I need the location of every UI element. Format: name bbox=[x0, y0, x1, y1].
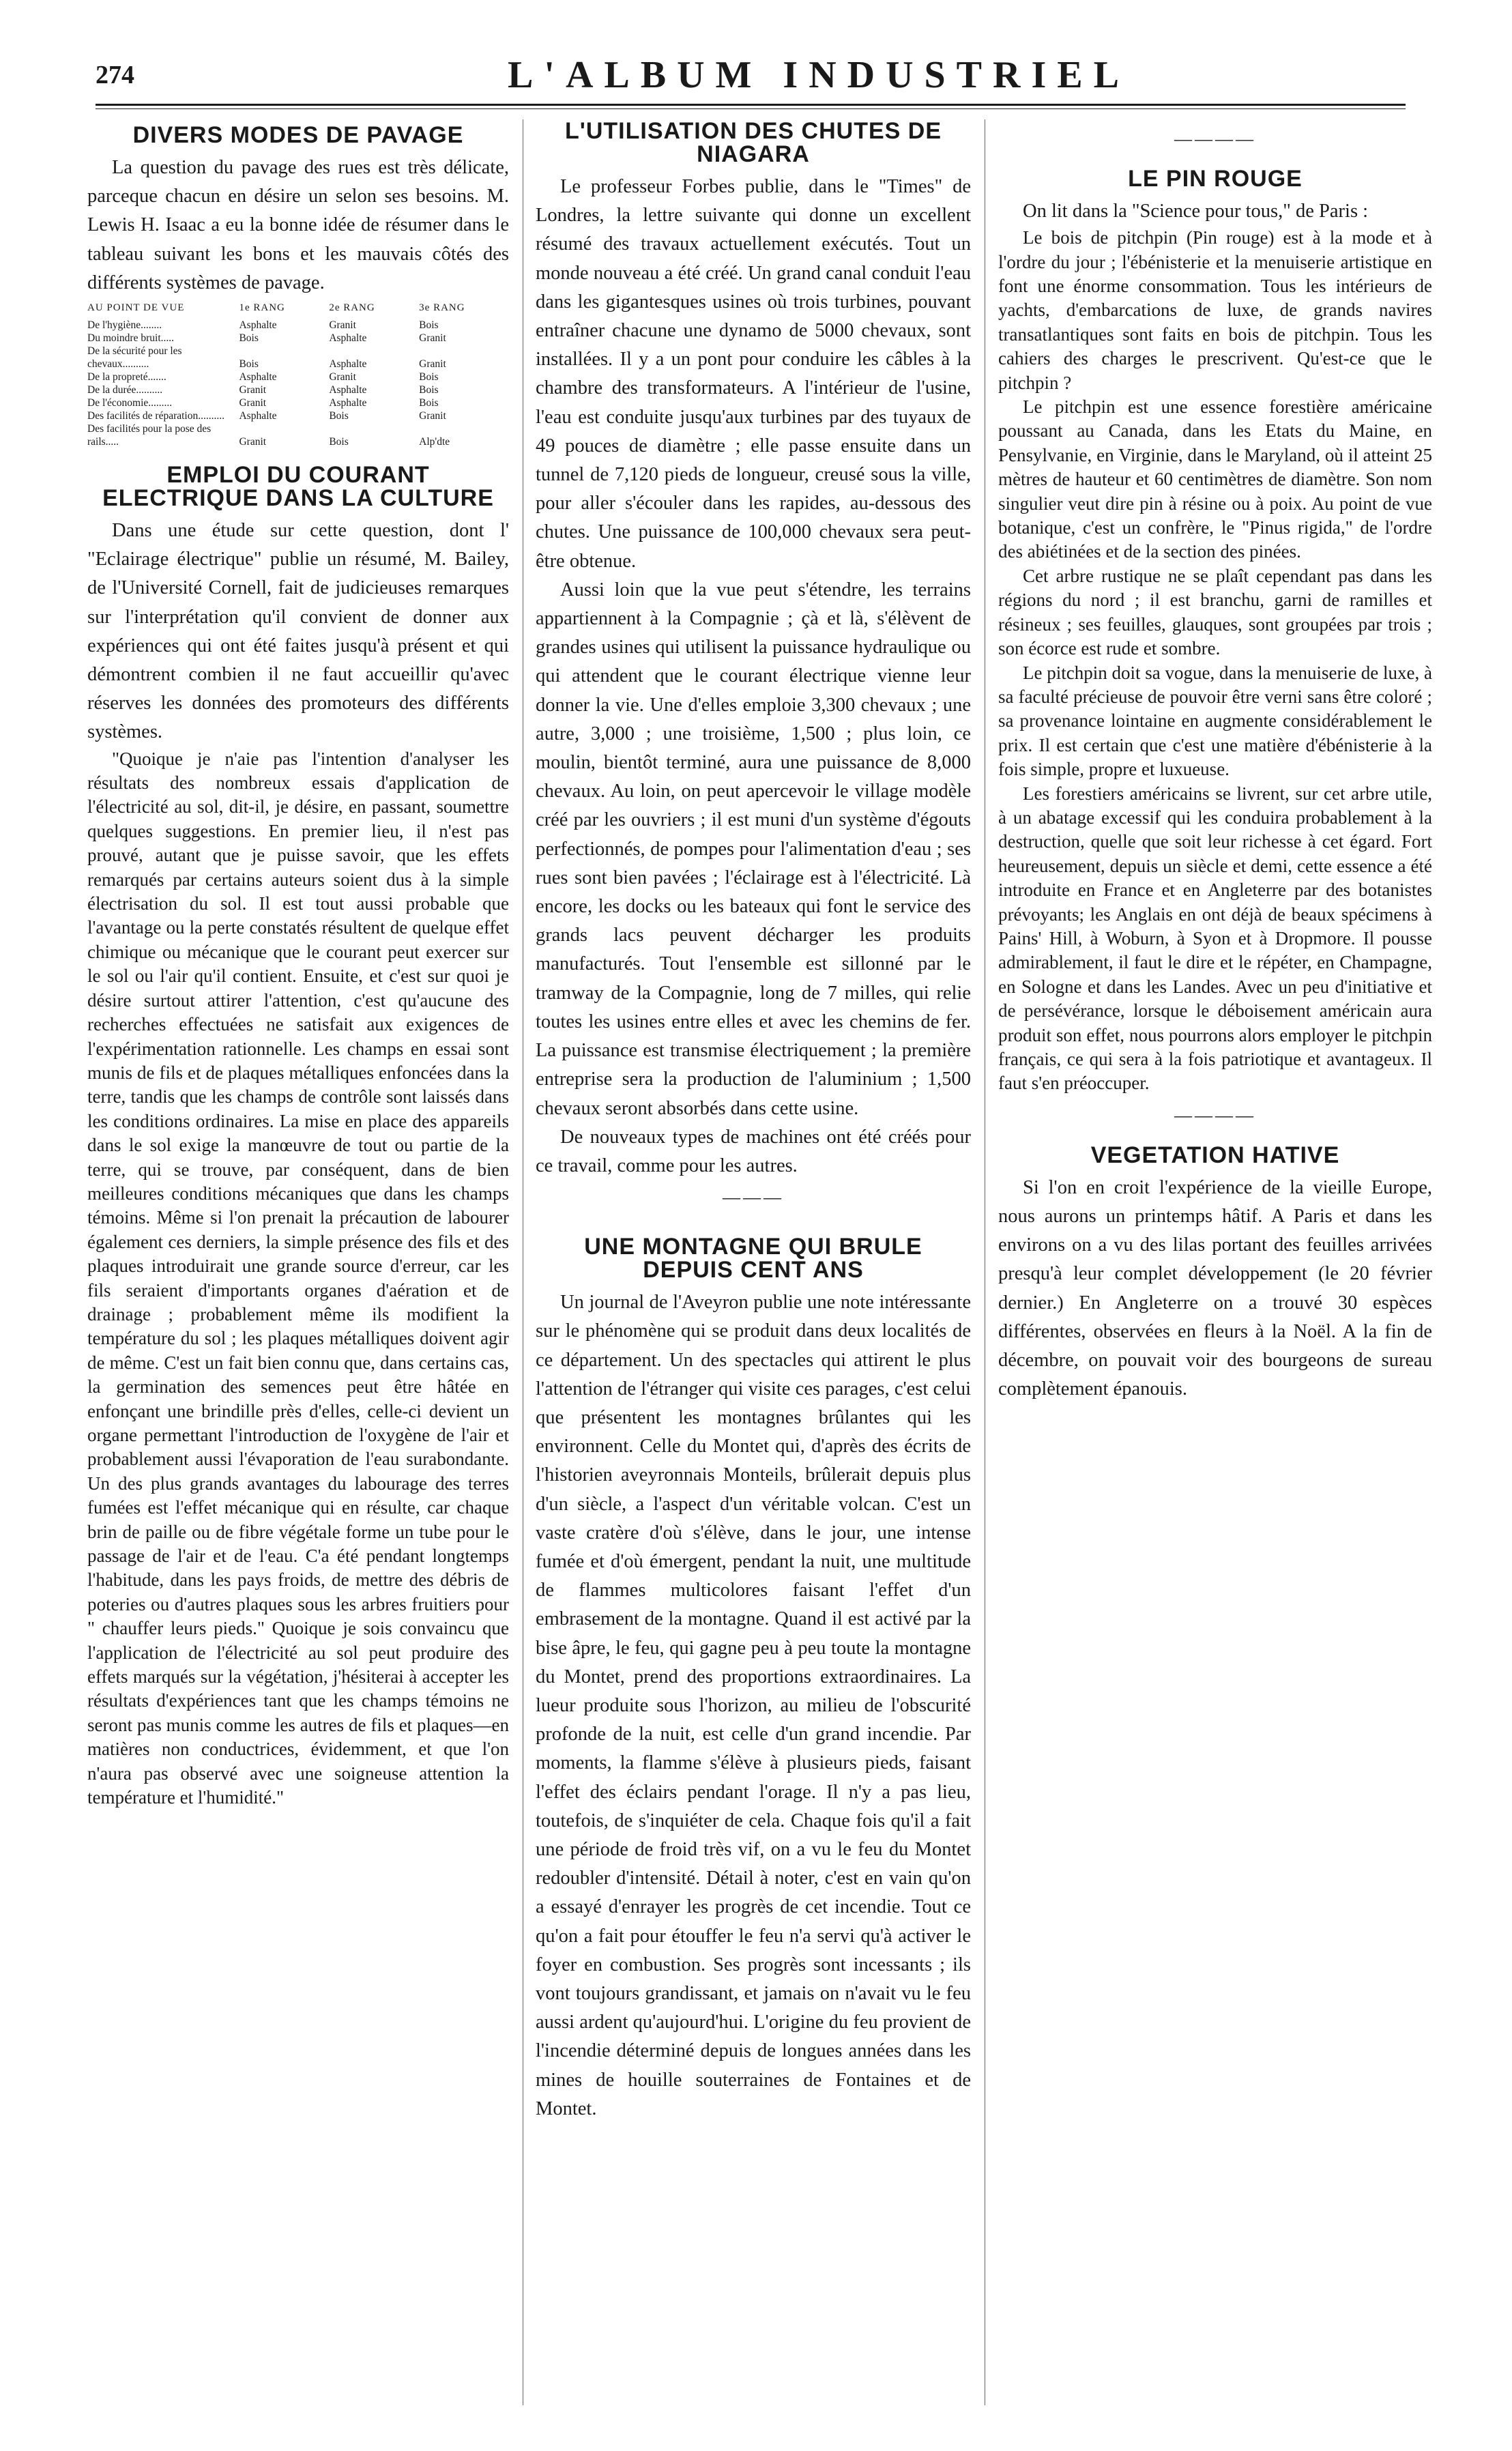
article-paragraph: Cet arbre rustique ne se plaît cependant pas dans les régions du nord ; il est branchu, garni de ramilles et résineux ; ses feuilles, glauques, sont groupées par trois ; son écorce est rude et sombre. bbox=[998, 565, 1432, 659]
article-montagne bbox=[536, 1235, 971, 2123]
article-paragraph: Le pitchpin est une essence forestière américaine poussant au Canada, dans les Etats du Maine, en Pensylvanie, en Virginie, dans le Maryland, où il atteint 25 mètres de hauteur et 60 centimètres de diamètre. Son nom singulier veut dire pin à résine ou à poix. Au point de vue botanique, c'est un confrère, le "Pinus rigida," de l'ordre des abiétinées et de la section des pinées. bbox=[998, 396, 1432, 562]
table-row bbox=[87, 409, 509, 422]
column-2 bbox=[536, 119, 971, 2123]
table-cell: Granit bbox=[419, 410, 446, 422]
article-vegetation bbox=[998, 1144, 1432, 1404]
table-cell: Bois bbox=[419, 371, 439, 383]
table-cell: Granit bbox=[329, 319, 356, 332]
table-cell: Granit bbox=[239, 436, 267, 448]
article-paragraph: Un journal de l'Aveyron publie une note intéressante sur le phénomène qui se produit dans deux localités de ce département. Un des spectacles qui attirent le plus l'attention de l'étranger qui visite ces parages, c'est celui que présentent les montagnes brûlantes qui les environnent. Celle du Montet qui, d'après des écrits de l'historien aveyronnais Monteils, brûlerait depuis plus d'un siècle, a l'aspect d'un véritable volcan. C'est un vaste cratère d'où s'élève, dans le jour, une intense fumée et d'où émergent, pendant la nuit, une multitude de flammes multicolores faisant l'effet d'un embrasement de la montagne. Quand il est activé par la bise âpre, le feu, qui gagne peu à peu toute la montagne du Montet, prend des proportions extraordinaires. La lueur produite sous l'horizon, au milieu de l'obscurité profonde de la nuit, est celle d'un grand incendie. Par moments, la flamme s'élève à plusieurs pieds, faisant l'effet des éclairs pendant l'orage. Il n'y a pas lieu, toutefois, de s'inquiéter de cela. Chaque fois qu'il a fait une période de froid très vif, on a vu le feu du Montet redoubler d'intensité. Détail à noter, c'est en vain qu'on a essayé d'enrayer les progrès de cet incendie. Tout ce qu'on a fait pour étouffer le feu n'a servi qu'à activer le foyer en combustion. Ses progrès sont incessants ; ils vont toujours grandissant, et jamais on n'avait vu le feu aussi ardent qu'aujourd'hui. L'origine du feu provient de l'incendie déterminé depuis de longues années dans les mines de houille souterraines de Fontaines et de Montet. bbox=[536, 1292, 971, 2119]
table-cell: Bois bbox=[419, 319, 439, 332]
pavage-table bbox=[87, 300, 509, 448]
table-cell: Des facilités pour la pose des rails..... bbox=[87, 423, 212, 448]
table-row bbox=[87, 371, 509, 383]
article-title: DIVERS MODES DE PAVAGE bbox=[132, 122, 464, 148]
header-rule bbox=[96, 104, 1406, 109]
article-pin-rouge bbox=[998, 167, 1432, 1096]
page-header bbox=[96, 53, 1406, 101]
article-title: EMPLOI DU COURANT ELECTRIQUE DANS LA CULTURE bbox=[102, 462, 494, 512]
table-cell: Asphalte bbox=[329, 332, 367, 345]
table-cell: Granit bbox=[239, 384, 267, 396]
article-paragraph: Le pitchpin doit sa vogue, dans la menuiserie de luxe, à sa faculté précieuse de pouvoir être verni sans être coloré ; sa provenance lointaine en augmente considérablement le prix. Il est certain que c'est une matière d'ébénisterie à la fois simple, propre et luxueuse. bbox=[998, 662, 1432, 780]
table-row bbox=[87, 332, 509, 345]
table-cell: De l'économie......... bbox=[87, 397, 173, 409]
article-separator: ——— bbox=[723, 1187, 784, 1208]
table-cell: De la propreté....... bbox=[87, 371, 166, 383]
article-paragraph: La question du pavage des rues est très délicate, parceque chacun en désire un selon ses besoins. M. Lewis H. Isaac a eu la bonne idée de résumer dans le tableau suivant les bons et les mauvais côtés des différents systèmes de pavage. bbox=[87, 157, 509, 293]
table-header-row bbox=[87, 300, 509, 319]
table-cell: Du moindre bruit..... bbox=[87, 332, 174, 345]
article-paragraph: Les forestiers américains se livrent, sur cet arbre utile, à un abatage excessif qui les conduira probablement à la destruction, quelle que soit leur richesse à cet égard. Fort heureusement, depuis un siècle et demi, cette essence a été introduite en France et en Angleterre par des botanistes prévoyants; les Anglais en ont déjà de beaux spécimens à Pains' Hill, à Woburn, à Syon et à Dropmore. Il pousse admirablement, il faut le dire et le répéter, en Champagne, en Sologne et dans les Landes. Avec un peu d'initiative et de persévérance, lorsque le déboisement américain aura produit son effet, nous pourrons alors employer le pitchpin français, ce qui sera à la fois patriotique et avantageux. Il faut s'en préoccuper. bbox=[998, 783, 1432, 1094]
article-paragraph: "Quoique je n'aie pas l'intention d'analyser les résultats des nombreux essais d'application de l'électricité au sol, dit-il, je désire, en passant, soumettre quelques suggestions. En premier lieu, il n'est pas prouvé, autant que je puisse savoir, que les effets remarqués par certains auteurs soient dus à la simple électrisation du sol. Il est tout aussi probable que l'avantage ou la perte constatés résultent de quelque effet chimique ou mécanique que le courant peut exercer sur le sol ou l'air qu'il contient. Ensuite, et c'est sur quoi je désire surtout attirer l'attention, c'est qu'aucune des recherches effectuées ne satisfait aux exigences de l'expérimentation rationnelle. Les champs en essai sont munis de fils et de plaques métalliques enfoncées dans la terre, tandis que les champs de contrôle sont laissés dans les conditions ordinaires. La mise en place des appareils dans le sol exige la manœuvre de tout ou partie de la terre, qui se trouve, par conséquent, dans de bien meilleures conditions mécaniques que dans les champs témoins. Même si l'on prenait la précaution de labourer également ces derniers, la simple présence des fils et des plaques introduirait une grande source d'erreur, car les fils seraient d'importants organes d'aération et de drainage ; probablement même ils modifient la température du sol ; les plaques métalliques doivent agir de même. C'est un fait bien connu que, dans certains cas, la germination des semences peut être hâtée en enfonçant une brindille près d'elles, celle-ci devient un organe permettant l'introduction de l'oxygène de l'air et probablement aussi l'évaporation de l'eau surabondante. Un des plus grands avantages du labourage des terres fumées est l'effet mécanique qui en résulte, car chaque brin de paille ou de fibre végétale forme un tube pour le passage de l'air et de l'eau. C'a été pendant longtemps l'habitude, dans les pays froids, de mettre des débris de poteries ou d'autres plaques sous les arbres fruitiers pour " chauffer leurs pieds." Quoique je sois convaincu que l'application de l'électricité au sol peut produire des effets marqués sur la végétation, j'hésiterai à accepter les résultats d'expériences tant que les champs témoins ne seront pas munis comme les autres de fils et plaques—en matières non conductrices, évidemment, et que l'on n'aura pas observé avec une soigneuse attention la température et l'humidité." bbox=[87, 748, 509, 1808]
table-cell: Asphalte bbox=[329, 358, 367, 371]
article-paragraph: Aussi loin que la vue peut s'étendre, les terrains appartiennent à la Compagnie ; çà et là, s'élèvent de grandes usines qui utilisent la puissance hydraulique ou qui attendent que le courant électrique vienne leur donner la vie. Une d'elles emploie 3,300 chevaux ; une autre, 3,000 ; une troisième, 1,500 ; plus loin, ce moulin, bientôt terminé, aura une puissance de 8,000 chevaux. Au loin, on peut apercevoir le village modèle créé par les ouvriers ; il est muni d'un système d'égouts perfectionnés, de pompes pour l'alimentation d'eau ; ses rues sont bien pavées ; l'éclairage est à l'électricité. Là encore, les docks ou les bateaux qui font le service des grands lacs peuvent décharger les produits manufacturés. Tout l'ensemble est sillonné par le tramway de la Compagnie, long de 7 milles, qui relie toutes les usines entre elles et avec les chemins de fer. La puissance est transmise électriquement ; la première entreprise sera la production de l'aluminium ; 1,500 chevaux seront absorbés dans cette usine. bbox=[536, 579, 971, 1119]
article-pavage bbox=[87, 124, 509, 448]
table-cell: Granit bbox=[419, 332, 446, 345]
table-row bbox=[87, 422, 509, 448]
table-cell: Bois bbox=[419, 384, 439, 396]
table-cell: De la sécurité pour les chevaux.......... bbox=[87, 345, 182, 371]
page-number: 274 bbox=[96, 61, 134, 89]
article-paragraph: Le bois de pitchpin (Pin rouge) est à la mode et à l'ordre du jour ; l'ébénisterie et la menuiserie artistique en font une énorme consommation. Tous les intérieurs de yachts, d'embarcations de luxe, de grands navires transatlantiques sont faits en bois de pitchpin. Tous les cahiers des charges le prescrivent. Qu'est-ce que le pitchpin ? bbox=[998, 227, 1432, 393]
journal-title: L'ALBUM INDUSTRIEL bbox=[508, 54, 1130, 96]
table-cell: Granit bbox=[329, 371, 356, 383]
column-1 bbox=[87, 119, 509, 1810]
article-separator: ———— bbox=[1174, 129, 1256, 149]
table-cell: Asphalte bbox=[239, 319, 277, 332]
table-row bbox=[87, 345, 509, 371]
table-cell: De l'hygiène........ bbox=[87, 319, 162, 332]
table-cell: Granit bbox=[419, 358, 446, 371]
table-header: 2e RANG bbox=[329, 302, 375, 314]
article-paragraph: On lit dans la "Science pour tous," de Paris : bbox=[1023, 201, 1369, 222]
table-header: 3e RANG bbox=[419, 302, 465, 314]
article-paragraph: Si l'on en croit l'expérience de la vieille Europe, nous aurons un printemps hâtif. A Paris et dans les environs on a vu des lilas portant des feuilles arrivées presqu'à leur complet développement (le 20 février dernier.) En Angleterre on a trouvé 30 espèces différentes, observées en fleurs à la Noël. A la fin de décembre, on pouvait voir des bourgeons de sureau complètement épanouis. bbox=[998, 1176, 1432, 1400]
table-row bbox=[87, 396, 509, 409]
table-cell: De la durée.......... bbox=[87, 384, 163, 396]
table-cell: Alp'dte bbox=[419, 436, 450, 448]
table-cell: Bois bbox=[239, 358, 259, 371]
table-header: 1e RANG bbox=[239, 302, 285, 314]
table-cell: Asphalte bbox=[239, 371, 277, 383]
article-title: L'UTILISATION DES CHUTES DE NIAGARA bbox=[564, 118, 942, 167]
table-cell: Bois bbox=[239, 332, 259, 345]
article-paragraph: Dans une étude sur cette question, dont l' "Eclairage électrique" publie un résumé, M. Bailey, de l'Université Cornell, fait de judicieuses remarques sur l'interprétation qu'il convient de donner aux expériences qui ont été faites jusqu'à présent et qui démontrent combien il ne faut accueillir qu'avec réserves les données des promoteurs des différents systèmes. bbox=[87, 520, 509, 743]
table-cell: Des facilités de réparation.......... bbox=[87, 410, 224, 422]
article-title: LE PIN ROUGE bbox=[1128, 166, 1303, 192]
article-separator: ———— bbox=[1174, 1105, 1256, 1125]
article-paragraph: De nouveaux types de machines ont été créés pour ce travail, comme pour les autres. bbox=[536, 1126, 971, 1176]
column-3 bbox=[998, 119, 1432, 1404]
table-cell: Bois bbox=[329, 436, 349, 448]
table-cell: Asphalte bbox=[239, 410, 277, 422]
table-header: AU POINT DE VUE bbox=[87, 302, 185, 314]
table-row bbox=[87, 383, 509, 396]
table-cell: Granit bbox=[239, 397, 267, 409]
article-title: UNE MONTAGNE QUI BRULE DEPUIS CENT ANS bbox=[584, 1234, 922, 1283]
table-row bbox=[87, 319, 509, 332]
table-cell: Bois bbox=[419, 397, 439, 409]
table-cell: Bois bbox=[329, 410, 349, 422]
table-cell: Asphalte bbox=[329, 384, 367, 396]
article-title: VEGETATION HATIVE bbox=[1090, 1142, 1340, 1168]
article-electricite bbox=[87, 463, 509, 1810]
article-paragraph: Le professeur Forbes publie, dans le "Times" de Londres, la lettre suivante qui donne un excellent résumé des travaux actuellement exécutés. Tout un monde nouveau a été créé. Un grand canal conduit l'eau dans les gigantesques usines où trois turbines, pouvant entraîner chacune une dynamo de 5000 chevaux, sont installées. Il y a un pont pour conduire les câbles à la chambre des transformateurs. A l'intérieur de l'usine, l'eau est conduite jusqu'aux turbines par des tuyaux de 49 pouces de diamètre ; elle passe ensuite dans un tunnel de 7,120 pieds de longueur, creusé sous la ville, pour aller s'écouler dans les rapides, au-dessous des chutes. Une puissance de 100,000 chevaux sera peut-être obtenue. bbox=[536, 176, 971, 572]
table-cell: Asphalte bbox=[329, 397, 367, 409]
article-niagara bbox=[536, 119, 971, 1180]
